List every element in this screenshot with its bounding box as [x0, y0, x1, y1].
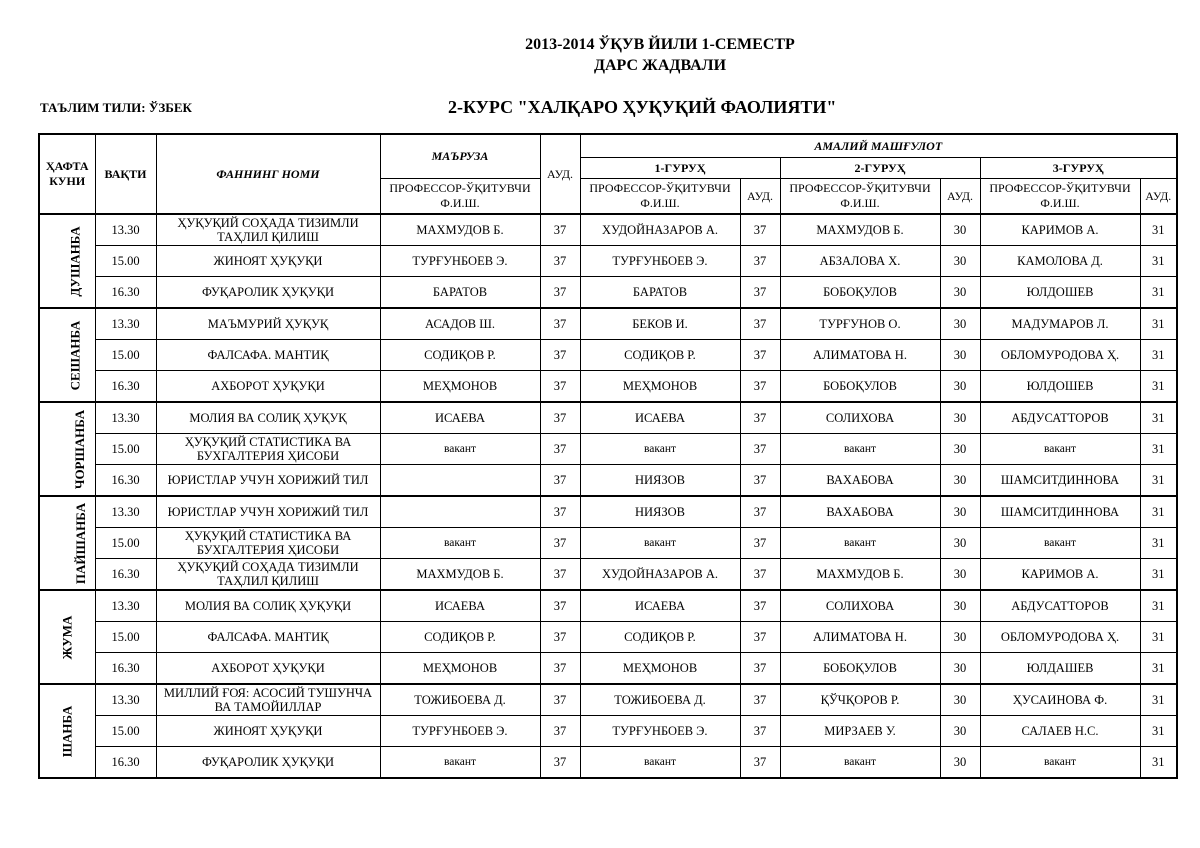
subject-cell: АХБОРОТ ҲУҚУҚИ: [156, 653, 380, 685]
lecture-aud-cell: 37: [540, 246, 580, 277]
group3-aud-cell: 31: [1140, 465, 1177, 497]
lecturer-cell: ИСАЕВА: [380, 402, 540, 434]
lecture-aud-cell: 37: [540, 716, 580, 747]
group3-teacher-cell: АБДУСАТТОРОВ: [980, 402, 1140, 434]
group1-aud-cell: 37: [740, 402, 780, 434]
group2-aud-cell: 30: [940, 716, 980, 747]
lecture-aud-cell: 37: [540, 308, 580, 340]
time-cell: 16.30: [95, 371, 156, 403]
group3-teacher-cell: ЮЛДОШЕВ: [980, 371, 1140, 403]
table-row: [39, 465, 1177, 497]
header-group2-teacher: ПРОФЕССОР-ЎҚИТУВЧИ Ф.И.Ш.: [780, 179, 940, 215]
table-row: [39, 747, 1177, 779]
group3-aud-cell: 31: [1140, 402, 1177, 434]
group3-aud-cell: 31: [1140, 214, 1177, 246]
group1-aud-cell: 37: [740, 622, 780, 653]
group1-teacher-cell: НИЯЗОВ: [580, 465, 740, 497]
day-cell: [39, 590, 95, 684]
group3-teacher-cell: САЛАЕВ Н.С.: [980, 716, 1140, 747]
day-label: ПАЙШАНБА: [73, 502, 89, 584]
subject-cell: ФАЛСАФА. МАНТИҚ: [156, 340, 380, 371]
group2-aud-cell: 30: [940, 402, 980, 434]
group1-aud-cell: 37: [740, 716, 780, 747]
header-group1: 1-ГУРУҲ: [580, 158, 780, 179]
group2-aud-cell: 30: [940, 465, 980, 497]
group2-teacher-cell: ҚЎЧҚОРОВ Р.: [780, 684, 940, 716]
group3-aud-cell: 31: [1140, 653, 1177, 685]
lecturer-cell: МЕҲМОНОВ: [380, 371, 540, 403]
lecturer-cell: [380, 496, 540, 528]
group1-teacher-cell: НИЯЗОВ: [580, 496, 740, 528]
table-row: [39, 559, 1177, 591]
group3-aud-cell: 31: [1140, 246, 1177, 277]
group2-aud-cell: 30: [940, 528, 980, 559]
subject-cell: ҲУҚУҚИЙ СТАТИСТИКА ВА БУХГАЛТЕРИЯ ҲИСОБИ: [156, 528, 380, 559]
subject-cell: АХБОРОТ ҲУҚУҚИ: [156, 371, 380, 403]
lecturer-cell: вакант: [380, 528, 540, 559]
time-cell: 16.30: [95, 559, 156, 591]
group2-aud-cell: 30: [940, 653, 980, 685]
subject-cell: МОЛИЯ ВА СОЛИҚ ҲУҚУҚИ: [156, 590, 380, 622]
day-cell: [39, 496, 95, 590]
subject-cell: ЖИНОЯТ ҲУҚУҚИ: [156, 716, 380, 747]
group3-aud-cell: 31: [1140, 622, 1177, 653]
lecture-aud-cell: 37: [540, 340, 580, 371]
group1-aud-cell: 37: [740, 465, 780, 497]
table-row: [39, 684, 1177, 716]
time-cell: 15.00: [95, 246, 156, 277]
subject-cell: ЮРИСТЛАР УЧУН ХОРИЖИЙ ТИЛ: [156, 465, 380, 497]
group3-teacher-cell: КАМОЛОВА Д.: [980, 246, 1140, 277]
lecturer-cell: СОДИҚОВ Р.: [380, 622, 540, 653]
group2-teacher-cell: ВАХАБОВА: [780, 496, 940, 528]
group3-teacher-cell: ҲУСАИНОВА Ф.: [980, 684, 1140, 716]
header-group2: 2-ГУРУҲ: [780, 158, 980, 179]
table-row: [39, 308, 1177, 340]
group1-teacher-cell: ТУРҒУНБОЕВ Э.: [580, 716, 740, 747]
group2-teacher-cell: БОБОҚУЛОВ: [780, 371, 940, 403]
group3-aud-cell: 31: [1140, 559, 1177, 591]
group2-aud-cell: 30: [940, 496, 980, 528]
group1-aud-cell: 37: [740, 747, 780, 779]
group1-teacher-cell: вакант: [580, 747, 740, 779]
group2-aud-cell: 30: [940, 277, 980, 309]
lecturer-cell: БАРАТОВ: [380, 277, 540, 309]
time-cell: 16.30: [95, 465, 156, 497]
time-cell: 15.00: [95, 716, 156, 747]
group2-teacher-cell: БОБОҚУЛОВ: [780, 653, 940, 685]
group2-aud-cell: 30: [940, 434, 980, 465]
time-cell: 16.30: [95, 277, 156, 309]
day-label: ЧОРШАНБА: [72, 409, 88, 489]
header-time: ВАҚТИ: [95, 134, 156, 214]
group2-aud-cell: 30: [940, 747, 980, 779]
table-row: [39, 246, 1177, 277]
group3-teacher-cell: ШАМСИТДИННОВА: [980, 496, 1140, 528]
lecture-aud-cell: 37: [540, 622, 580, 653]
document-title-line1: 2013-2014 ЎҚУВ ЙИЛИ 1-СЕМЕСТР: [525, 36, 795, 53]
group3-aud-cell: 31: [1140, 684, 1177, 716]
group3-teacher-cell: ШАМСИТДИННОВА: [980, 465, 1140, 497]
lecturer-cell: вакант: [380, 434, 540, 465]
lecture-aud-cell: 37: [540, 747, 580, 779]
group3-teacher-cell: МАДУМАРОВ Л.: [980, 308, 1140, 340]
subject-cell: МОЛИЯ ВА СОЛИҚ ҲУҚУҚ: [156, 402, 380, 434]
time-cell: 15.00: [95, 434, 156, 465]
lecturer-cell: [380, 465, 540, 497]
time-cell: 15.00: [95, 622, 156, 653]
lecture-aud-cell: 37: [540, 528, 580, 559]
table-row: [39, 622, 1177, 653]
day-label: ШАНБА: [59, 705, 75, 757]
lecture-aud-cell: 37: [540, 496, 580, 528]
group2-aud-cell: 30: [940, 590, 980, 622]
header-practical: АМАЛИЙ МАШҒУЛОТ: [580, 134, 1177, 158]
group1-teacher-cell: вакант: [580, 434, 740, 465]
time-cell: 16.30: [95, 747, 156, 779]
header-lecture: МАЪРУЗА: [380, 134, 540, 179]
group1-teacher-cell: СОДИҚОВ Р.: [580, 622, 740, 653]
group1-teacher-cell: ИСАЕВА: [580, 590, 740, 622]
table-row: [39, 528, 1177, 559]
group1-aud-cell: 37: [740, 246, 780, 277]
lecturer-cell: МЕҲМОНОВ: [380, 653, 540, 685]
header-day: ҲАФТА КУНИ: [39, 134, 95, 214]
group2-teacher-cell: вакант: [780, 434, 940, 465]
group3-teacher-cell: ОБЛОМУРОДОВА Ҳ.: [980, 340, 1140, 371]
lecture-aud-cell: 37: [540, 590, 580, 622]
group2-aud-cell: 30: [940, 622, 980, 653]
group2-teacher-cell: вакант: [780, 747, 940, 779]
group2-aud-cell: 30: [940, 340, 980, 371]
group1-teacher-cell: БАРАТОВ: [580, 277, 740, 309]
header-group3-aud: АУД.: [1140, 179, 1177, 215]
header-group1-teacher: ПРОФЕССОР-ЎҚИТУВЧИ Ф.И.Ш.: [580, 179, 740, 215]
group2-teacher-cell: АБЗАЛОВА Х.: [780, 246, 940, 277]
header-lecture-teacher: ПРОФЕССОР-ЎҚИТУВЧИ Ф.И.Ш.: [380, 179, 540, 215]
lecturer-cell: ТУРҒУНБОЕВ Э.: [380, 246, 540, 277]
group1-aud-cell: 37: [740, 653, 780, 685]
document-title-line2: ДАРС ЖАДВАЛИ: [593, 57, 727, 74]
group1-teacher-cell: ТОЖИБОЕВА Д.: [580, 684, 740, 716]
day-cell: [39, 308, 95, 402]
lecture-aud-cell: 37: [540, 559, 580, 591]
group2-aud-cell: 30: [940, 308, 980, 340]
subject-cell: ФАЛСАФА. МАНТИҚ: [156, 622, 380, 653]
lecture-aud-cell: 37: [540, 277, 580, 309]
group1-aud-cell: 37: [740, 684, 780, 716]
group1-aud-cell: 37: [740, 434, 780, 465]
header-group1-aud: АУД.: [740, 179, 780, 215]
lecture-aud-cell: 37: [540, 434, 580, 465]
group2-aud-cell: 30: [940, 214, 980, 246]
day-label: СЕШАНБА: [67, 320, 83, 390]
group1-aud-cell: 37: [740, 340, 780, 371]
subject-cell: ЖИНОЯТ ҲУҚУҚИ: [156, 246, 380, 277]
group2-aud-cell: 30: [940, 246, 980, 277]
language-label: ТАЪЛИМ ТИЛИ: ЎЗБЕК: [40, 100, 192, 115]
day-cell: [39, 402, 95, 496]
group1-teacher-cell: МЕҲМОНОВ: [580, 371, 740, 403]
table-row: [39, 496, 1177, 528]
group1-aud-cell: 37: [740, 308, 780, 340]
group3-aud-cell: 31: [1140, 747, 1177, 779]
table-row: [39, 371, 1177, 403]
header-group2-aud: АУД.: [940, 179, 980, 215]
group1-teacher-cell: БЕКОВ И.: [580, 308, 740, 340]
group2-teacher-cell: СОЛИХОВА: [780, 590, 940, 622]
group2-aud-cell: 30: [940, 559, 980, 591]
table-row: [39, 340, 1177, 371]
group2-aud-cell: 30: [940, 371, 980, 403]
group3-teacher-cell: ЮЛДАШЕВ: [980, 653, 1140, 685]
lecturer-cell: вакант: [380, 747, 540, 779]
group1-aud-cell: 37: [740, 590, 780, 622]
table-row: [39, 590, 1177, 622]
day-cell: [39, 214, 95, 308]
lecture-aud-cell: 37: [540, 465, 580, 497]
group2-teacher-cell: МИРЗАЕВ У.: [780, 716, 940, 747]
group1-aud-cell: 37: [740, 559, 780, 591]
lecturer-cell: МАХМУДОВ Б.: [380, 559, 540, 591]
group3-teacher-cell: КАРИМОВ А.: [980, 214, 1140, 246]
subject-cell: ҲУҚУҚИЙ СОҲАДА ТИЗИМЛИ ТАҲЛИЛ ҚИЛИШ: [156, 214, 380, 246]
lecturer-cell: ТОЖИБОЕВА Д.: [380, 684, 540, 716]
group2-teacher-cell: МАХМУДОВ Б.: [780, 559, 940, 591]
table-row: [39, 214, 1177, 246]
group3-aud-cell: 31: [1140, 340, 1177, 371]
table-row: [39, 434, 1177, 465]
header-group3-teacher: ПРОФЕССОР-ЎҚИТУВЧИ Ф.И.Ш.: [980, 179, 1140, 215]
group3-teacher-cell: ЮЛДОШЕВ: [980, 277, 1140, 309]
time-cell: 16.30: [95, 653, 156, 685]
group2-teacher-cell: СОЛИХОВА: [780, 402, 940, 434]
group3-aud-cell: 31: [1140, 590, 1177, 622]
group1-teacher-cell: СОДИҚОВ Р.: [580, 340, 740, 371]
group2-teacher-cell: АЛИМАТОВА Н.: [780, 340, 940, 371]
header-group3: 3-ГУРУҲ: [980, 158, 1177, 179]
group1-aud-cell: 37: [740, 496, 780, 528]
time-cell: 13.30: [95, 214, 156, 246]
group3-aud-cell: 31: [1140, 496, 1177, 528]
time-cell: 15.00: [95, 340, 156, 371]
group1-teacher-cell: ТУРҒУНБОЕВ Э.: [580, 246, 740, 277]
group2-teacher-cell: вакант: [780, 528, 940, 559]
group3-teacher-cell: вакант: [980, 434, 1140, 465]
group3-teacher-cell: КАРИМОВ А.: [980, 559, 1140, 591]
time-cell: 15.00: [95, 528, 156, 559]
group3-aud-cell: 31: [1140, 277, 1177, 309]
group3-aud-cell: 31: [1140, 434, 1177, 465]
time-cell: 13.30: [95, 684, 156, 716]
day-label: ДУШАНБА: [67, 225, 83, 297]
subject-cell: ФУҚАРОЛИК ҲУҚУҚИ: [156, 747, 380, 779]
time-cell: 13.30: [95, 496, 156, 528]
table-row: [39, 402, 1177, 434]
lecture-aud-cell: 37: [540, 402, 580, 434]
lecturer-cell: АСАДОВ Ш.: [380, 308, 540, 340]
group2-aud-cell: 30: [940, 684, 980, 716]
time-cell: 13.30: [95, 590, 156, 622]
lecturer-cell: ТУРҒУНБОЕВ Э.: [380, 716, 540, 747]
lecturer-cell: МАХМУДОВ Б.: [380, 214, 540, 246]
table-row: [39, 277, 1177, 309]
schedule-body: [39, 214, 1177, 778]
group1-teacher-cell: вакант: [580, 528, 740, 559]
subject-cell: ҲУҚУҚИЙ СОҲАДА ТИЗИМЛИ ТАҲЛИЛ ҚИЛИШ: [156, 559, 380, 591]
lecturer-cell: ИСАЕВА: [380, 590, 540, 622]
day-label: ЖУМА: [59, 615, 75, 659]
lecturer-cell: СОДИҚОВ Р.: [380, 340, 540, 371]
group2-teacher-cell: ВАХАБОВА: [780, 465, 940, 497]
group2-teacher-cell: МАХМУДОВ Б.: [780, 214, 940, 246]
group3-teacher-cell: вакант: [980, 528, 1140, 559]
group1-teacher-cell: ИСАЕВА: [580, 402, 740, 434]
group3-teacher-cell: вакант: [980, 747, 1140, 779]
course-title: 2-КУРС "ХАЛҚАРО ҲУҚУҚИЙ ФАОЛИЯТИ": [448, 97, 837, 117]
group3-aud-cell: 31: [1140, 371, 1177, 403]
subject-cell: ҲУҚУҚИЙ СТАТИСТИКА ВА БУХГАЛТЕРИЯ ҲИСОБИ: [156, 434, 380, 465]
group3-teacher-cell: АБДУСАТТОРОВ: [980, 590, 1140, 622]
group1-teacher-cell: ХУДОЙНАЗАРОВ А.: [580, 214, 740, 246]
subject-cell: ФУҚАРОЛИК ҲУҚУҚИ: [156, 277, 380, 309]
day-cell: [39, 684, 95, 778]
subject-cell: МАЪМУРИЙ ҲУҚУҚ: [156, 308, 380, 340]
subject-cell: МИЛЛИЙ ҒОЯ: АСОСИЙ ТУШУНЧА ВА ТАМОЙИЛЛАР: [156, 684, 380, 716]
group1-aud-cell: 37: [740, 214, 780, 246]
group3-teacher-cell: ОБЛОМУРОДОВА Ҳ.: [980, 622, 1140, 653]
group3-aud-cell: 31: [1140, 528, 1177, 559]
header-lecture-aud: АУД.: [540, 134, 580, 214]
subject-cell: ЮРИСТЛАР УЧУН ХОРИЖИЙ ТИЛ: [156, 496, 380, 528]
table-row: [39, 653, 1177, 685]
lecture-aud-cell: 37: [540, 371, 580, 403]
time-cell: 13.30: [95, 402, 156, 434]
group1-aud-cell: 37: [740, 371, 780, 403]
schedule-table: [38, 133, 1178, 779]
group2-teacher-cell: АЛИМАТОВА Н.: [780, 622, 940, 653]
group2-teacher-cell: ТУРҒУНОВ О.: [780, 308, 940, 340]
group1-teacher-cell: МЕҲМОНОВ: [580, 653, 740, 685]
lecture-aud-cell: 37: [540, 684, 580, 716]
lecture-aud-cell: 37: [540, 653, 580, 685]
group2-teacher-cell: БОБОҚУЛОВ: [780, 277, 940, 309]
lecture-aud-cell: 37: [540, 214, 580, 246]
table-row: [39, 716, 1177, 747]
group1-teacher-cell: ХУДОЙНАЗАРОВ А.: [580, 559, 740, 591]
time-cell: 13.30: [95, 308, 156, 340]
group1-aud-cell: 37: [740, 528, 780, 559]
group3-aud-cell: 31: [1140, 716, 1177, 747]
group3-aud-cell: 31: [1140, 308, 1177, 340]
group1-aud-cell: 37: [740, 277, 780, 309]
header-subject: ФАННИНГ НОМИ: [156, 134, 380, 214]
